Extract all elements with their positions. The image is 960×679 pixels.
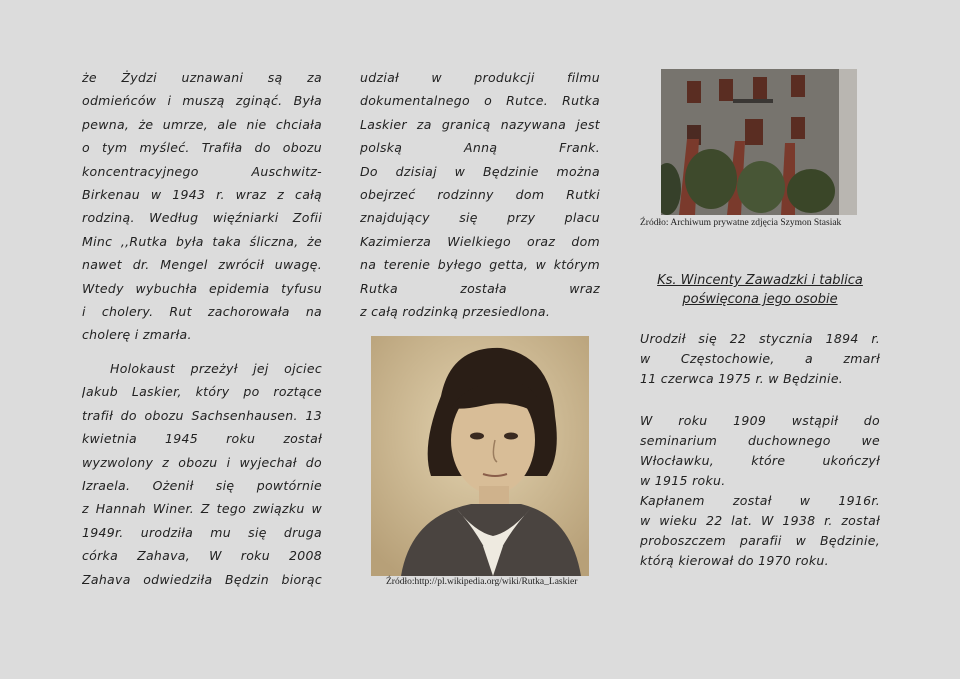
text-line: Kapłanem został w 1916r. xyxy=(640,493,880,508)
heading-line: poświęcona jego osobie xyxy=(682,292,838,307)
text-line: Izraela. Ożenił się powtórnie xyxy=(82,477,322,493)
text-line: Laskier za granicą nazywana jest xyxy=(360,116,600,132)
text-line: koncentracyjnego Auschwitz- xyxy=(82,163,322,179)
text-line: Rutka została wraz xyxy=(360,280,600,296)
text-line: z Hannah Winer. Z tego związku w xyxy=(82,501,322,517)
text-line: z całą rodzinką przesiedlona. xyxy=(360,304,551,320)
text-line: seminarium duchownego we xyxy=(640,433,880,448)
text-line: w wieku 22 lat. W 1938 r. został xyxy=(640,513,880,528)
section-heading xyxy=(640,271,880,309)
text-line: córka Zahava, W roku 2008 xyxy=(82,548,322,564)
text-line: rodziną. Według więźniarki Zofii xyxy=(82,210,322,226)
text-line: że Żydzi uznawani są za xyxy=(82,70,322,85)
building-caption: Źródło: Archiwum prywatne zdjęcia Szymon Stasiak xyxy=(640,218,842,228)
text-line: proboszczem parafii w Będzinie, xyxy=(640,533,880,548)
text-line: w 1915 roku. xyxy=(640,473,726,488)
text-line: Wtedy wybuchła epidemia tyfusu xyxy=(82,280,322,296)
text-line: nawet dr. Mengel zwrócił uwagę. xyxy=(82,257,322,273)
text-line: udział w produkcji filmu xyxy=(360,70,600,85)
portrait-caption: Źródło:http://pl.wikipedia.org/wiki/Rutka_Laskier xyxy=(386,577,578,587)
text-line: Urodził się 22 stycznia 1894 r. xyxy=(640,331,880,346)
text-line: Włocławku, które ukończył xyxy=(640,453,880,468)
text-line: odmieńców i muszą zginąć. Była xyxy=(82,93,322,109)
column-right xyxy=(640,329,880,571)
text-line: dokumentalnego o Rutce. Rutka xyxy=(360,93,600,109)
column-middle xyxy=(360,66,600,323)
text-line: wyzwolony z obozu i wyjechał do xyxy=(82,454,322,470)
text-line: kwietnia 1945 roku został xyxy=(82,431,322,447)
heading-line: Ks. Wincenty Zawadzki i tablica xyxy=(657,273,863,288)
text-line: i cholery. Rut zachorowała na xyxy=(82,304,322,320)
building-photo xyxy=(661,69,857,215)
text-line: którą kierował do 1970 roku. xyxy=(640,553,829,568)
text-line: Minc ,,Rutka była taka śliczna, że xyxy=(82,233,322,249)
text-line: Holokaust przeżył jej ojciec xyxy=(110,360,322,376)
text-line: Kazimierza Wielkiego oraz dom xyxy=(360,233,600,249)
text-line: na terenie byłego getta, w którym xyxy=(360,257,600,273)
text-line: w Częstochowie, a zmarł xyxy=(640,351,880,366)
text-line: cholerę i zmarła. xyxy=(82,327,192,343)
text-line: o tym myśleć. Trafiła do obozu xyxy=(82,140,322,156)
text-line: trafił do obozu Sachsenhausen. 13 xyxy=(82,407,322,423)
text-line: Do dzisiaj w Będzinie można xyxy=(360,163,600,179)
text-line: Zahava odwiedziła Będzin biorąc xyxy=(82,571,322,587)
text-line: obejrzeć rodzinny dom Rutki xyxy=(360,187,600,203)
text-line: polską Anną Frank. xyxy=(360,140,600,156)
text-line: pewna, że umrze, ale nie chciała xyxy=(82,116,322,132)
text-line: Jakub Laskier, który po roztące xyxy=(82,384,322,400)
text-line: 1949r. urodziła mu się druga xyxy=(82,524,322,540)
portrait-photo xyxy=(371,336,589,576)
text-line: znajdujący się przy placu xyxy=(360,210,600,226)
text-line: W roku 1909 wstąpił do xyxy=(640,413,880,428)
text-line: Birkenau w 1943 r. wraz z całą xyxy=(82,187,322,203)
column-left xyxy=(82,66,322,591)
text-line: 11 czerwca 1975 r. w Będzinie. xyxy=(640,371,844,386)
